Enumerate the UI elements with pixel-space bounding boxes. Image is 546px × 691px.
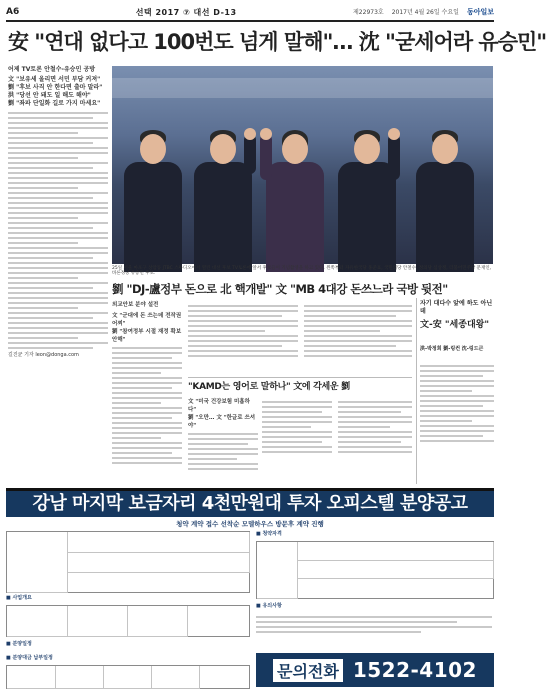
body-text — [8, 112, 108, 349]
candidate-figure — [262, 114, 328, 264]
kamd-sub-block — [188, 398, 258, 473]
second-headline: 劉 "DJ-盧정부 돈으로 北 핵개발" 文 "MB 4대강 돈쓰느라 국방 뒷전" — [112, 282, 448, 296]
ad-schedule-table — [6, 605, 250, 637]
candidates-photo — [112, 66, 493, 264]
sub-head: 文 "보유세 올리면 서민 부담 커져" — [8, 76, 101, 83]
sidebox-subhead: 洪-박정희 劉-링컨 沈-링드큰 — [420, 346, 484, 352]
ad-tagline: 청약 계약 접수 선착순 모델하우스 방문후 계약 진행 — [176, 520, 324, 528]
left-sub-heads — [8, 76, 108, 108]
article-column — [188, 302, 298, 360]
article-column — [338, 398, 412, 456]
photo-caption: 25일 서울 마포구 상암동 JTBC 스튜디오에서 열린 대선 후보 TV토론에 앞서 후보들이 기념촬영을 하고 있다. 왼쪽부터 자유한국당 홍준표, 국민의당 안철수, 정의당 심상정, 더불어민주당 문재인, 바른정당 유승민 후보. — [112, 266, 492, 276]
ad-left-panel — [6, 531, 250, 689]
article-column — [262, 398, 332, 456]
ad-notes — [256, 613, 492, 636]
ad-section-title: ■ 분양일정 — [6, 641, 32, 647]
page-header — [6, 4, 494, 22]
middle-sub-head: 文 "군대에 돈 쓰는데 전작권 어찌" — [112, 313, 182, 327]
ad-eligibility-table — [256, 541, 494, 599]
ad-right-panel — [256, 531, 494, 649]
byline: 길진균 기자 leon@donga.com — [8, 352, 79, 358]
candidate-figure — [334, 114, 400, 264]
article-column — [304, 302, 412, 360]
header-meta — [353, 7, 494, 17]
ad-section-title: ■ 유의사항 — [256, 603, 282, 609]
ad-banner: 강남 마지막 보금자리 4천만원대 투자 오피스텔 분양공고 — [6, 491, 494, 517]
kamd-sub-head: 文 "미국 건강보험 미흡하다" — [188, 399, 250, 413]
column-divider — [416, 298, 417, 484]
candidate-figure — [120, 114, 186, 264]
kamd-headline: "KAMD는 영어로 말하나" 文에 각세운 劉 — [188, 382, 350, 392]
advertisement — [6, 488, 494, 689]
candidate-figure — [190, 114, 256, 264]
middle-block — [112, 302, 182, 467]
ad-info-table — [6, 531, 250, 593]
newspaper-brand: 동아일보 — [466, 8, 494, 16]
left-kicker: 어제 TV토론 안철수-유승민 공방 — [8, 66, 96, 73]
middle-sub-head: 劉 "참여정부 시절 재정 확보 안해" — [112, 329, 182, 343]
sub-head: 劉 "좌파 단일화 길로 가지 마세요" — [8, 100, 101, 107]
ad-payment-table — [6, 665, 250, 689]
ad-section-title: ■ 청약자격 — [256, 531, 282, 537]
ad-section-title: ■ 사업개요 — [6, 595, 32, 601]
middle-block-title: 외교안보 분야 설전 — [112, 302, 159, 308]
sidebox-title: 자기 대다수 앞에 하도 아닌데 — [420, 300, 493, 315]
ad-contact-label: 문의전화 — [273, 659, 343, 682]
section-title: 선택 2017 ⑦ 대선 D-13 — [135, 7, 237, 17]
page-number: A6 — [6, 7, 20, 17]
issue-date: 2017년 4월 26일 수요일 — [391, 9, 459, 16]
sub-head: 洪 "당선 안 돼도 일 해도 해야" — [8, 92, 91, 99]
issue-number: 제22973호 — [353, 9, 384, 16]
sidebox-headline: 文-安 "세종대왕" — [420, 320, 490, 330]
candidate-figure — [412, 114, 478, 264]
sub-head: 劉 "후보 사직 안 한다면 출마 말라" — [8, 84, 103, 91]
kamd-sub-head: 劉 "오만… 文 "한글로 쓰셔야" — [188, 415, 256, 429]
ad-section-title: ■ 분양대금 납부일정 — [6, 655, 53, 661]
sidebox-body — [420, 362, 494, 445]
main-headline: 安 "연대 없다고 100번도 넘게 말해"… 沈 "굳세어라 유승민" — [8, 30, 546, 54]
section-divider — [188, 377, 412, 378]
backdrop-banner — [112, 78, 493, 98]
left-column — [8, 66, 108, 361]
ad-contact — [256, 653, 494, 687]
ad-phone-number: 1522-4102 — [352, 658, 477, 682]
